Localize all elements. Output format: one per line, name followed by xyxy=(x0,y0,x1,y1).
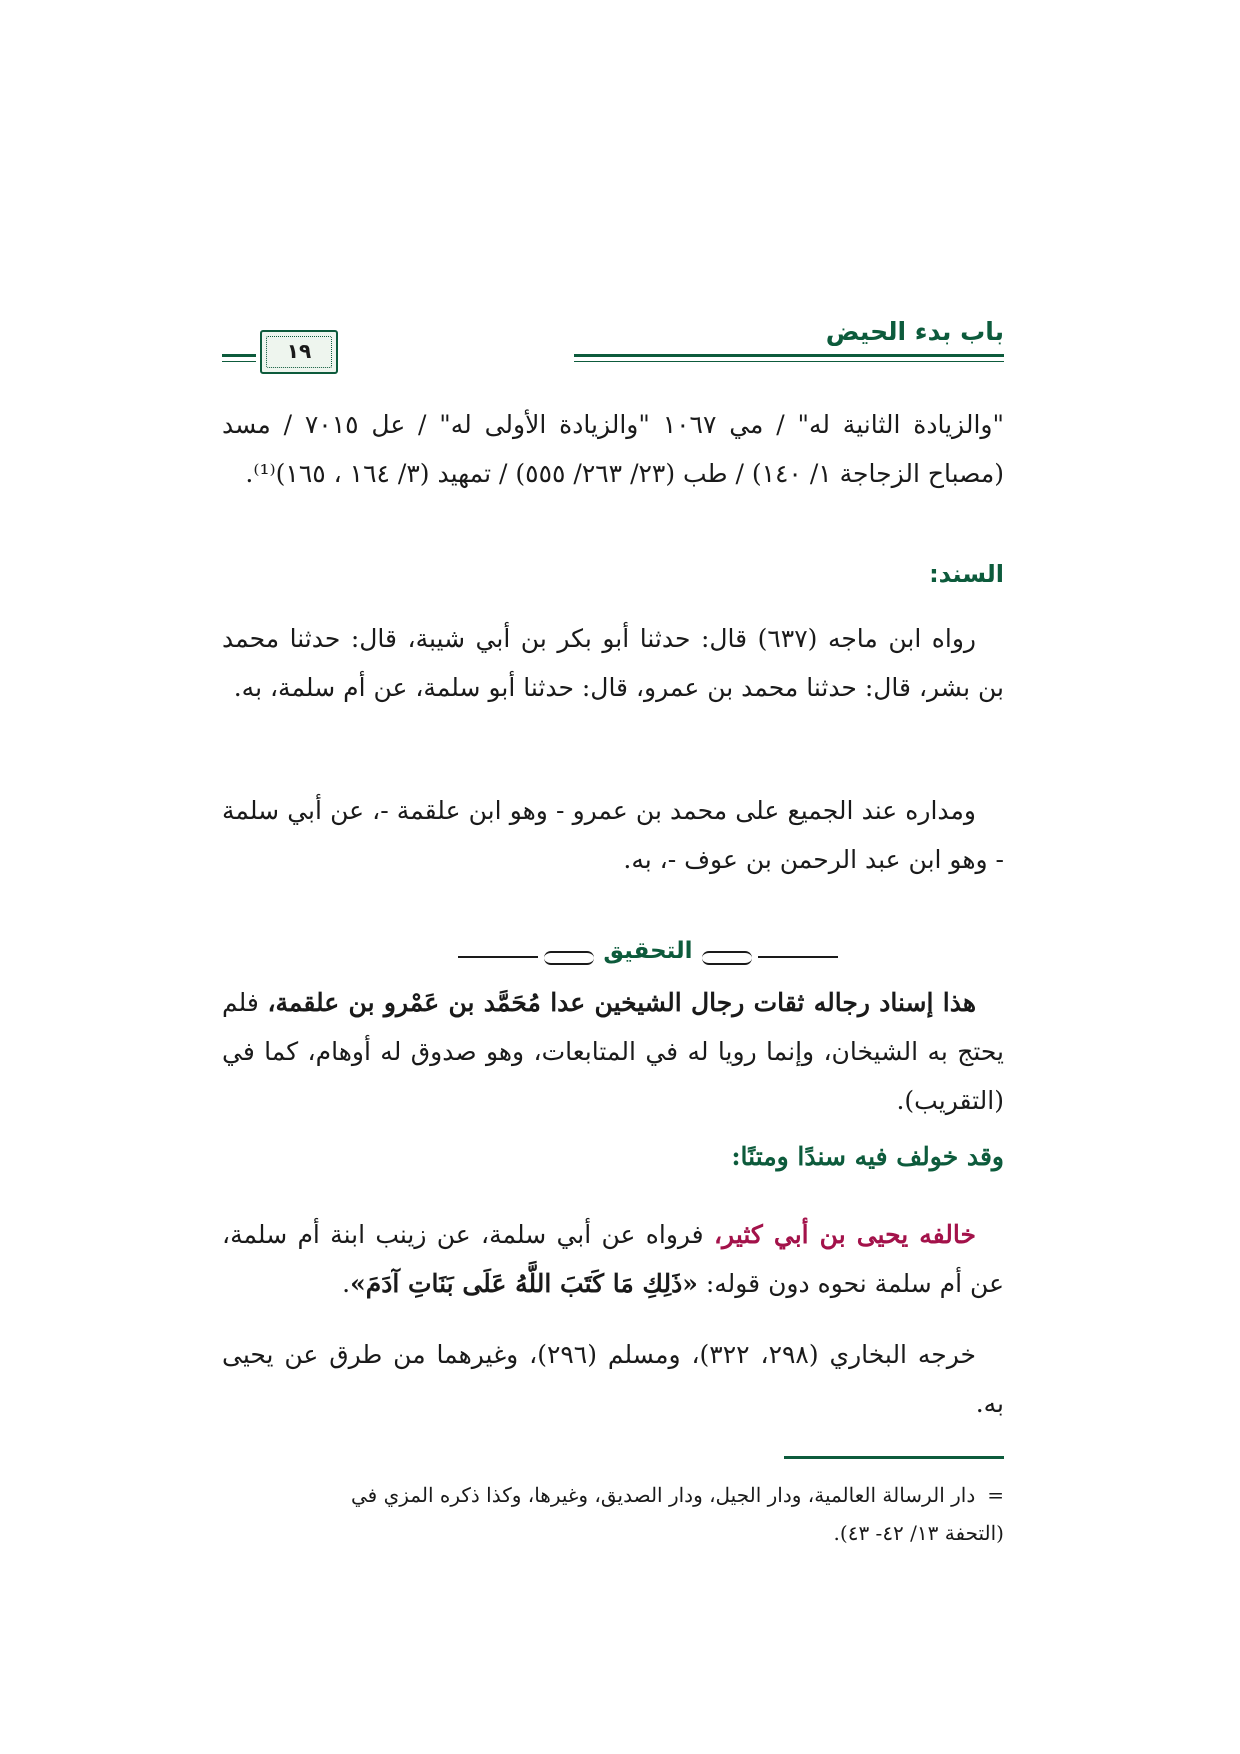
khulf-heading: وقد خولف فيه سندًا ومتنًا: xyxy=(731,1142,1004,1171)
ornament-icon xyxy=(702,951,752,965)
header-rule xyxy=(574,354,1004,357)
tahqiq-lead: هذا إسناد رجاله ثقات رجال الشيخين عدا مُحَمَّد بن عَمْرو بن علقمة، xyxy=(267,988,976,1017)
khalafahu-paragraph xyxy=(222,1210,1004,1308)
narrator-name: خالفه يحيى بن أبي كثير، xyxy=(713,1220,976,1249)
footnote-line: (التحفة ١٣/ ٤٢- ٤٣). xyxy=(833,1521,1004,1545)
footnote xyxy=(222,1476,1004,1552)
section-title: التحقيق xyxy=(603,938,693,964)
tahqiq-paragraph xyxy=(222,978,1004,1125)
footnote-line: دار الرسالة العالمية، ودار الجيل، ودار الصديق، وغيرها، وكذا ذكره المزي في xyxy=(351,1483,976,1507)
takhrij-paragraph: خرجه البخاري (٢٩٨، ٣٢٢)، ومسلم (٢٩٦)، وغيرهما من طرق عن يحيى به. xyxy=(222,1340,1004,1418)
page-number-badge xyxy=(260,330,338,374)
page-header xyxy=(222,316,1004,388)
header-rule xyxy=(574,361,1004,362)
sanad-paragraph: رواه ابن ماجه (٦٣٧) قال: حدثنا أبو بكر بن أبي شيبة، قال: حدثنا محمد بن بشر، قال: حدثنا محمد بن عمرو، قال: حدثنا أبو سلمة، عن أم سلمة، به. xyxy=(222,624,1004,702)
chapter-title: باب بدء الحيض xyxy=(825,317,1004,346)
section-divider xyxy=(458,938,838,972)
hadith-quote: «ذَلِكِ مَا كَتَبَ اللَّهُ عَلَى بَنَاتِ آدَمَ» xyxy=(350,1269,698,1298)
header-rule xyxy=(222,354,256,357)
divider-line xyxy=(758,956,838,958)
page-number: ١٩ xyxy=(286,339,312,363)
tahqiq-rest: فلم يحتج به الشيخان، وإنما رويا له في المتابعات، وهو صدوق له أوهام، كما في (التقريب). xyxy=(222,988,1004,1115)
footnote-rule xyxy=(784,1456,1004,1459)
header-rule xyxy=(222,361,256,362)
sanad-heading: السند: xyxy=(929,560,1004,588)
khalafahu-end: . xyxy=(342,1269,351,1298)
sanad-paragraph: ومداره عند الجميع على محمد بن عمرو - وهو ابن علقمة -، عن أبي سلمة - وهو ابن عبد الرحمن بن عوف -، به. xyxy=(222,796,1004,874)
references-paragraph: "والزيادة الثانية له" / مي ١٠٦٧ "والزيادة الأولى له" / عل ٧٠١٥ / مسد (مصباح الزجاجة ١/ ١٤٠) / طب (٢٣/ ٢٦٣/ ٥٥٥) / تمهيد (٣/ ١٦٤ ، ١٦٥)⁽¹⁾. xyxy=(222,410,1004,488)
footnote-marker: = xyxy=(987,1483,1004,1507)
khalafahu-rest: فرواه عن أبي سلمة، عن زينب ابنة أم سلمة، عن أم سلمة نحوه دون قوله: xyxy=(222,1220,1004,1298)
